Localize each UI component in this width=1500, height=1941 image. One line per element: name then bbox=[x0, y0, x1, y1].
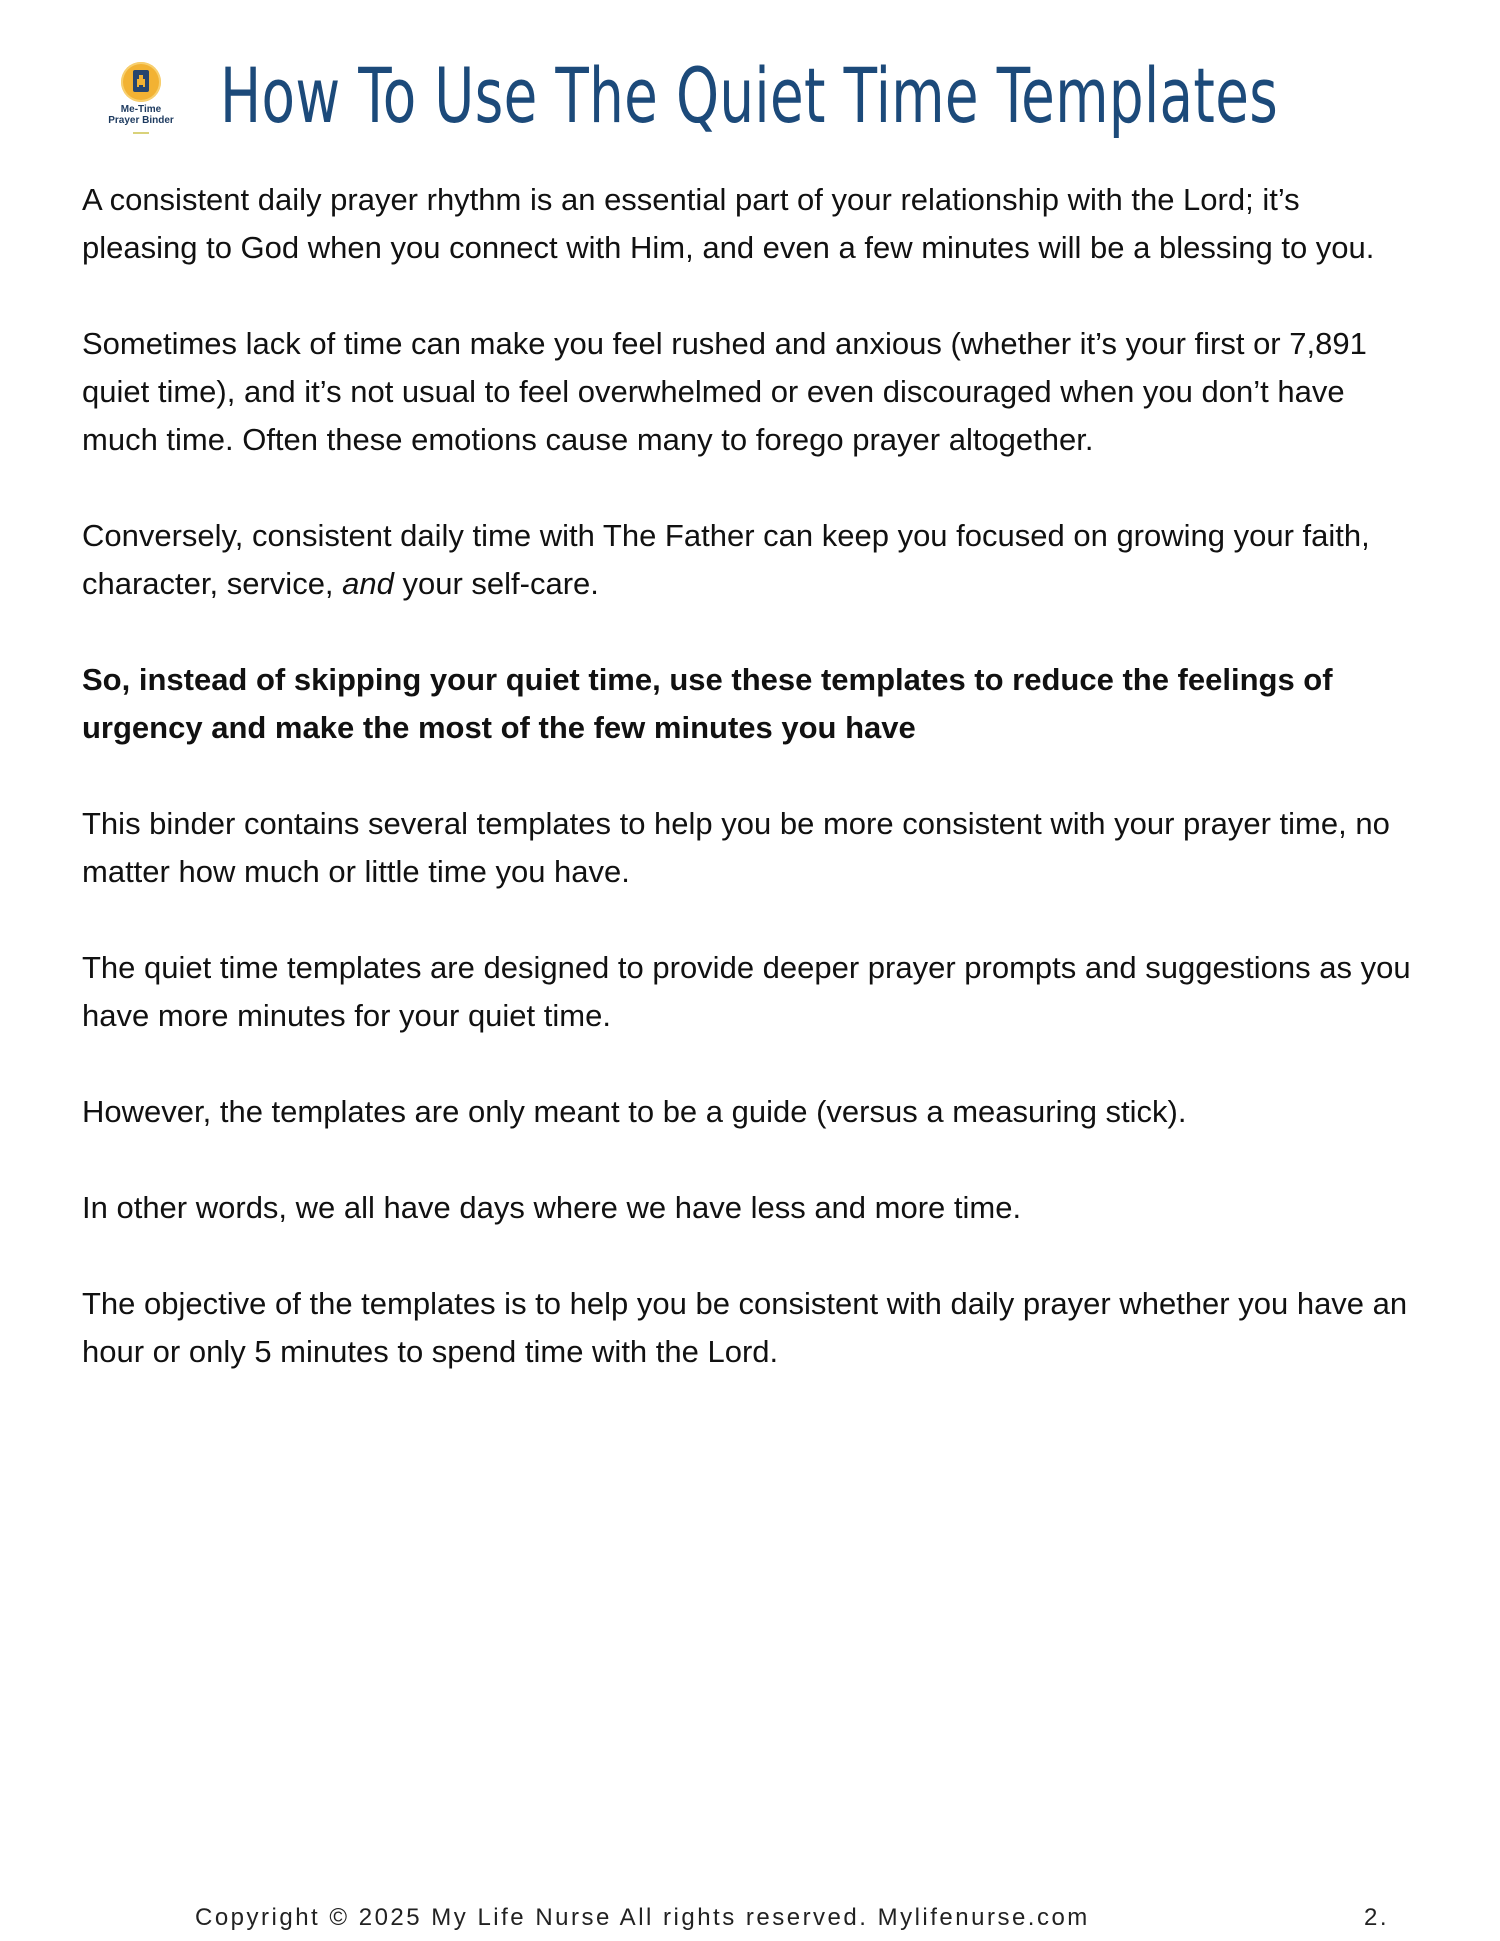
page-footer bbox=[0, 1904, 1500, 1940]
paragraph-guide-note: However, the templates are only meant to be a guide (versus a measuring stick). bbox=[82, 1094, 1187, 1129]
paragraph-objective: The objective of the templates is to help you be consistent with daily prayer whether you have an hour or only 5 minutes to spend time with the Lord. bbox=[82, 1286, 1408, 1369]
paragraph-conversely bbox=[82, 512, 1422, 608]
copyright-notice: Copyright © 2025 My Life Nurse All rights reserved. Mylifenurse.com bbox=[195, 1904, 1090, 1931]
page-body bbox=[82, 176, 1422, 1424]
paragraph-conversely-text-2: your self-care. bbox=[393, 566, 599, 601]
logo-divider bbox=[133, 132, 149, 134]
logo-book-icon bbox=[121, 62, 161, 102]
paragraph-binder-contents: This binder contains several templates to help you be more consistent with your prayer time, no matter how much or little time you have. bbox=[82, 806, 1390, 889]
page-title: How To Use The Quiet Time Templates bbox=[220, 51, 1279, 140]
prayer-binder-logo bbox=[100, 62, 182, 150]
paragraph-intro: A consistent daily prayer rhythm is an essential part of your relationship with the Lord; it’s pleasing to God when you connect with Him, and even a few minutes will be a blessing to you. bbox=[82, 182, 1375, 265]
logo-text-line2: Prayer Binder bbox=[108, 115, 174, 126]
logo-text bbox=[100, 104, 182, 126]
page-header bbox=[100, 40, 1420, 150]
page-number: 2. bbox=[1364, 1904, 1390, 1931]
paragraph-other-words: In other words, we all have days where we have less and more time. bbox=[82, 1190, 1022, 1225]
paragraph-conversely-italic: and bbox=[342, 566, 394, 601]
logo-text-line1: Me-Time bbox=[120, 104, 162, 115]
paragraph-emphasis: So, instead of skipping your quiet time, use these templates to reduce the feelings of urgency and make the most of the few minutes you have bbox=[82, 662, 1333, 745]
paragraph-lack-of-time: Sometimes lack of time can make you feel rushed and anxious (whether it’s your first or 7,891 quiet time), and it’s not usual to feel overwhelmed or even discouraged when you don’t have much time. Often these emotions cause many to forego prayer altogether. bbox=[82, 326, 1367, 457]
paragraph-conversely-text-1: Conversely, consistent daily time with The Father can keep you focused on growing your faith, character, service, bbox=[82, 518, 1370, 601]
paragraph-template-design: The quiet time templates are designed to provide deeper prayer prompts and suggestions as you have more minutes for your quiet time. bbox=[82, 950, 1411, 1033]
